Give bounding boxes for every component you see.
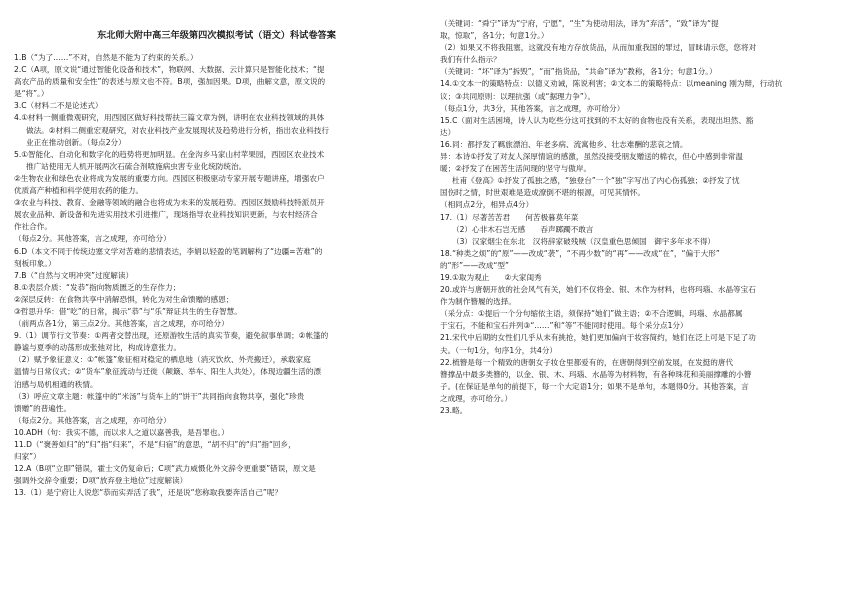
answer-line: 暖；②抒发了在困苦生活间现的坚守与傲岸。 (440, 164, 592, 174)
answer-line: （每点2分。其他答案，言之成理，亦可给分） (14, 234, 171, 244)
answer-line: 簪撑品中最多类簪的，以金、银、木、玛瑙、水晶等为材料物，有各种珠花和美丽撑雕的小簪 (440, 369, 752, 379)
answer-line: 15.C（面对生活困境，诗人认为吃些分这可找到的不太好的食物也没有关系，表现出坦然、豁 (440, 115, 754, 125)
answer-line: 刻板印象。） (14, 258, 56, 268)
answer-line: 18.“种类之烦”的“原”——改成“袭”，“不再少数”的“再”——改成“在”，“偏于大形” (440, 248, 720, 258)
answer-line: 10.ADH（句：我实不德，而以求人之道以嘉善我，是吾罪也。） (14, 427, 229, 437)
answer-line: 2.C（A项，原文说“通过智能化设备和技术”，物联网、大数据、云计算只是智能化技术；“提 (14, 65, 325, 75)
answer-line: （相同点2分，相异点4分） (440, 200, 534, 210)
answer-line: 4.①材料一侧重微观研究，用西园区做好科技帮扶三篇文章为例，讲明在农业科技领域的具体 (14, 113, 325, 123)
answer-line: 的“形”——改成“型” (440, 260, 509, 270)
answer-line: 我们有什么指示？ (440, 55, 501, 65)
answer-line: 13.（1）是宁府让人说您“恭而实弄活了我”，还是说“您称取我要奔活自己”呢？ (14, 488, 283, 498)
page-title: 东北师大附中高三年级第四次模拟考试（语文）科试卷答案 (97, 30, 336, 41)
answer-line: （关键词：“舜宁”译为“宁府，宁愿”，“生”为使动用法，译为“弃活”，“致”译为“提 (440, 19, 719, 28)
answer-line: 强调外交辞令重要；D项“放弃登主地位”过度解读） (14, 476, 188, 486)
answer-line: 议；③共同原则：以理抗强（或“据理力争”）。 (440, 91, 596, 101)
answer-line: 异：本诗①抒发了对友人深厚情谊的感激，虽然没接受朋友赠送的棉衣，但心中感到非常温 (440, 152, 743, 162)
answer-line: 21.宋代中后期的女性们几乎从未有挑抢，她们更加偏向于妆容简约，她们在泛上可是下足了功 (440, 333, 756, 343)
answer-line: 11.D（“褒善如归”的“归”指“归来”，不是“归宿”的意思，“胡不归”的“归”指“回乡， (14, 440, 296, 449)
answer-line: 之成理，亦可给分。） (440, 393, 513, 403)
answer-line: （每点2分。其他答案，言之成理，亦可给分） (14, 415, 171, 425)
answer-line: 归家”） (14, 452, 41, 462)
answer-line: 杜甫《登高》①抒发了孤独之感，“独登台”一个“独”字写出了内心伤孤独；②抒发了忧 (452, 176, 740, 186)
answer-line: 推广站使用无人机开展两次石硫合剂喷施病虫害专业化统防统治。 (26, 161, 247, 171)
answer-line: 19.①取为观止 ②大家闺秀 (440, 272, 542, 282)
left-column (14, 22, 419, 499)
answer-line: （前两点各1分，第三点2分。其他答案，言之成理，亦可给分） (14, 319, 229, 329)
answer-line: 14.①文本一的策略特点：以德义劝诫，陈说利害；②文本二的策略特点：以meaning 刚为辩，行动抗 (440, 79, 783, 89)
right-answer-lines (440, 18, 830, 417)
left-answer-lines (14, 52, 419, 499)
answer-line: 国伤时之情，时世艰难是造成潦倒不堪的根源，可见其情怀。 (440, 188, 646, 198)
answer-line: （2）赋予象征意义：①“帐篷”象征相对稳定的栖息地（消灭饮炊、外壳搬迁），承载家庭 (14, 355, 311, 365)
answer-line: 22.梳簪是每一个精致的唐朝女子妆仓里都爱有的，在唐朝得到空前发展，在发挺的唐代 (440, 357, 734, 367)
answer-line: ③农业与科技、教育、金融等领域的融合也将成为未来的发展趋势。西园区鼓励科技特派员开 (14, 198, 325, 208)
answer-line: （每点1分，共3分，其他答案，言之成理，亦可给分） (440, 103, 625, 113)
answer-line: 泊感与局机相通的秩情。 (14, 379, 98, 389)
answer-line: 取，惊取”，各1分；句意1分。） (440, 31, 549, 41)
answer-line: 夫。（一句1分，句序1分，共4分） (440, 345, 558, 355)
answer-line: （2）如果又不将我阻塞，这就没有地方存放货品，从而加重我国的罪过，冒昧请示您，您将对 (440, 43, 757, 53)
answer-line: 20.或许与唐朝开放的社会风气有关，她们不仅将金、银、木作为材料，也将玛瑙、水晶等宝石 (440, 285, 756, 295)
answer-line: 7.B（“自然与文明冲突”过度解读） (14, 270, 134, 280)
answer-line: 做法。②材料二侧重宏观研究，对农业科技产业发展现状及趋势进行分析，指出农业科技行 (26, 125, 329, 135)
answer-line: 3.C（材料二不是论述式） (14, 101, 103, 111)
answer-line: （2）心非木石岂无感 吞声踯躅不敢言 (452, 224, 594, 234)
answer-line: 馈赠”的普遍性。 (14, 403, 72, 413)
answer-line: 17.（1）尽著苦苦君 何苦极暮莫年菜 (440, 212, 579, 222)
answer-line: （关键词：“坏”译为“拆毁”，“而”指货品，“共命”译为“教称，各1分；句意1分。） (440, 67, 717, 77)
answer-line: ②生物农业和绿色农业将成为发展的重要方向。西园区积极驱动专家开展专题讲座，增强农户 (14, 173, 325, 183)
answer-line: （3）呼应文章主题：帐篷中的“米汤”与货车上的“饼干”共同指向食物共享，强化“珍贵 (14, 391, 305, 401)
answer-line: 温情与日常仪式；②“货车”象征流动与迁徙（颠簸、举车、阳生人共处），体现边疆生活的漂 (14, 367, 322, 377)
answer-line: 静谧与夏季的动荡形成张弛对比，构成诗意张力。 (14, 343, 182, 353)
answer-line: 子。(在保证是单句的前提下，每一个大定语1分；如果不是单句，本题得0分。其他答案，言 (440, 381, 749, 391)
answer-line: 5.①智能化、自动化和数字化的趋势将更加明显。在金沟乡马家山村苹果园，西园区农业技术 (14, 149, 325, 159)
answer-line: 作社合作。 (14, 222, 52, 232)
answer-line: 优质高产种植和科学使用农药的能力。 (14, 186, 144, 196)
answer-line: 9.（1）调节行文节奏：①两者交替出现，还原游牧生活的真实节奏，避免叙事单调；②帐篷的 (14, 331, 329, 341)
answer-line: 12.A（B项“立即”错误，霍士文仍复命后；C项“武力威慑化外文辞令更重要”错误，原文是 (14, 464, 316, 474)
answer-line: 展农业品种、新设备和先进实用技术引进推广，现场指导农业科技知识更新，与农村经济合 (14, 210, 318, 220)
answer-line: 作为制作簪履的选择。 (440, 297, 516, 307)
right-column (440, 18, 830, 417)
answer-line: ③哲思升华：借“吃”的日常，揭示“恭”与“乐”辩证共生的生存智慧。 (14, 306, 242, 316)
answer-line: （3）汉家烟尘在东北 汉将辞家破残贼（汉皇重色思倾国 御宇多年求不得） (452, 236, 716, 246)
answer-line: 达） (440, 127, 456, 137)
answer-line: 8.①表层介质：“发恭”指向物质匮乏的生存作力； (14, 282, 181, 292)
answer-line: 23.略。 (440, 406, 468, 415)
answer-line: 1.B（“为了……”不对，自然是不能为了约束的关系。） (14, 53, 198, 62)
answer-line: 是“将”。） (14, 89, 49, 99)
answer-line: 16.同：都抒发了羁旅漂泊、年老多病、流寓他乡、壮志难酬的悲哀之情。 (440, 139, 688, 149)
answer-line: 6.D（本文不同于传统边塞文学对苦难的悲情表达，李娟以轻盈的笔调解构了“边疆=苦难”的 (14, 246, 323, 256)
answer-line: 业正在推动创新。（每点2分） (26, 137, 126, 147)
answer-line: ②深层反转：在食物共享中消解恐惧，转化为对生命馈赠的感恩； (14, 294, 234, 304)
answer-line: 高农产品的质量和安全性”的表述与原文也不符。B项，强加因果。D项，曲解文意，原文说的 (14, 77, 326, 87)
answer-line: 于宝石，不能和宝石并列③“……”和“等”不能同时使用。每个采分点1分） (440, 321, 688, 331)
answer-line: （采分点：①提后一个分句缩依主语，须保持“她们”做主语；②不合逻辑，玛瑙、水晶都属 (440, 309, 743, 319)
